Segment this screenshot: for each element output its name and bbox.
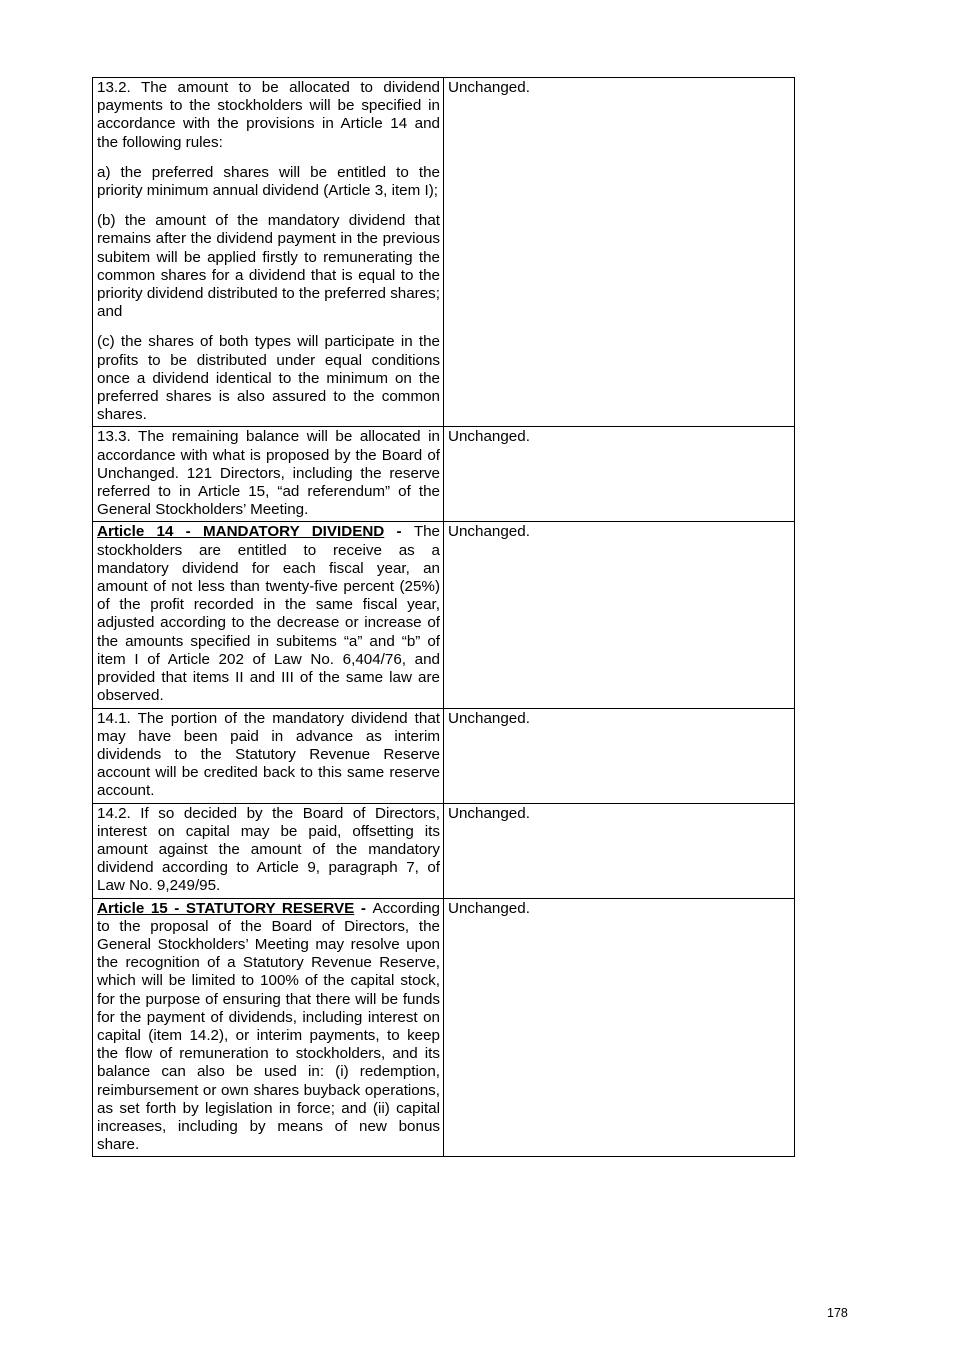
- article-paragraph: [97, 900, 440, 1155]
- status-cell: Unchanged.: [444, 708, 795, 803]
- table-row: [93, 708, 795, 803]
- current-text-cell: [93, 898, 444, 1157]
- current-text-cell: [93, 708, 444, 803]
- table-row: [93, 803, 795, 898]
- clause-paragraph: 13.3. The remaining balance will be allocated in accordance with what is proposed by the Board of Unchanged. 121 Directors, including the reserve referred to in Article 15, “ad referendum” of the General Stockholders’ Meeting.: [97, 428, 440, 519]
- status-cell: Unchanged.: [444, 78, 795, 427]
- article-heading: Article 14 - MANDATORY DIVIDEND: [97, 523, 385, 541]
- clause-paragraph: a) the preferred shares will be entitled to the priority minimum annual dividend (Article 3, item I);: [97, 163, 440, 200]
- clause-paragraph: (b) the amount of the mandatory dividend that remains after the dividend payment in the previous subitem will be applied firstly to remunerating the common shares for a dividend that is equal to the priority dividend distributed to the preferred shares; and: [97, 212, 440, 321]
- status-cell: Unchanged.: [444, 803, 795, 898]
- status-cell: Unchanged.: [444, 898, 795, 1157]
- comparison-table: [92, 77, 795, 1157]
- current-text-cell: [93, 803, 444, 898]
- table-row: [93, 522, 795, 708]
- article-paragraph: [97, 523, 440, 705]
- clause-paragraph: 14.2. If so decided by the Board of Directors, interest on capital may be paid, offsetting its amount against the amount of the mandatory dividend according to Article 9, paragraph 7, of Law No. 9,249/95.: [97, 804, 440, 895]
- heading-separator: -: [384, 523, 414, 541]
- clause-paragraph: 14.1. The portion of the mandatory dividend that may have been paid in advance as interim dividends to the Statutory Revenue Reserve account will be credited back to this same reserve account.: [97, 709, 440, 800]
- current-text-cell: [93, 522, 444, 708]
- table-row: [93, 78, 795, 427]
- heading-separator: -: [354, 899, 373, 917]
- article-body: The stockholders are entitled to receive as a mandatory dividend for each fiscal year, an amount of not less than twenty-five percent (25%) of the profit recorded in the same fiscal year, adjusted according to the decrease or increase of the amounts specified in subitems “a” and “b” of item I of Article 202 of Law No. 6,404/76, and provided that items II and III of the same law are observed.: [97, 523, 440, 705]
- table-row: [93, 427, 795, 522]
- current-text-cell: [93, 78, 444, 427]
- page-number: 178: [827, 1306, 848, 1320]
- clause-paragraph: (c) the shares of both types will participate in the profits to be distributed under equal conditions once a dividend identical to the minimum on the preferred shares is also assured to the common shares.: [97, 333, 440, 424]
- status-cell: Unchanged.: [444, 427, 795, 522]
- article-body: According to the proposal of the Board of Directors, the General Stockholders’ Meeting may resolve upon the recognition of a Statutory Revenue Reserve, which will be limited to 100% of the capital stock, for the purpose of ensuring that there will be funds for the payment of dividends, including interest on capital (item 14.2), or interim payments, to keep the flow of remuneration to stockholders, and its balance can also be used in: (i) redemption, reimbursement or own shares buyback operations, as set forth by legislation in force; and (ii) capital increases, including by means of new bonus share.: [97, 899, 440, 1154]
- status-cell: Unchanged.: [444, 522, 795, 708]
- article-heading: Article 15 - STATUTORY RESERVE: [97, 899, 355, 917]
- current-text-cell: [93, 427, 444, 522]
- clause-paragraph: 13.2. The amount to be allocated to dividend payments to the stockholders will be specified in accordance with the provisions in Article 14 and the following rules:: [97, 79, 440, 151]
- table-row: [93, 898, 795, 1157]
